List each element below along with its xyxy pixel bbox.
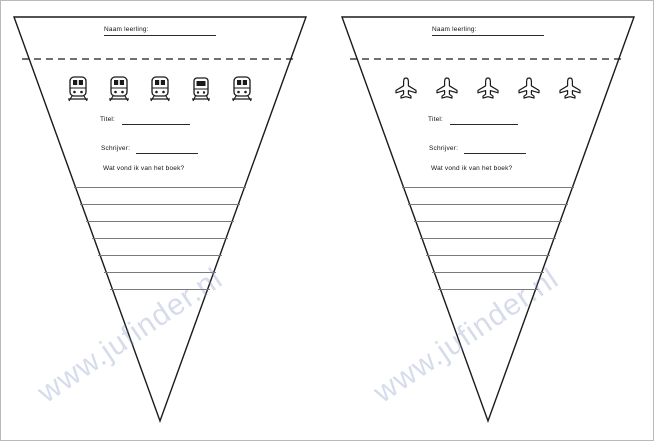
question-label: Wat vond ik van het boek? [103,165,185,172]
pennant-planes [340,15,636,425]
airplane-icon [390,73,422,105]
title-label: Titel: [428,116,444,123]
train-icon [62,73,94,105]
writing-line[interactable] [86,221,234,222]
pennant-trains [12,15,308,425]
writing-line[interactable] [438,289,538,290]
writing-line[interactable] [432,272,544,273]
train-icon [226,73,258,105]
writing-line[interactable] [414,221,562,222]
writing-line[interactable] [80,204,240,205]
airplane-icon [554,73,586,105]
airplane-icon [472,73,504,105]
writing-line[interactable] [104,272,216,273]
writing-line[interactable] [420,238,556,239]
name-label: Naam leerling: [104,26,149,33]
writing-line[interactable] [110,289,210,290]
author-label: Schrijver: [429,145,459,152]
icon-row-planes [340,73,636,105]
train-icon [144,73,176,105]
writing-line[interactable] [74,187,246,188]
title-input-rule[interactable] [450,124,518,125]
name-input-rule[interactable] [104,35,216,36]
icon-row-trains [12,73,308,105]
airplane-icon [431,73,463,105]
name-input-rule[interactable] [432,35,544,36]
train-icon [185,73,217,105]
watermark: www.jufinder.nl [367,261,565,410]
author-input-rule[interactable] [136,153,198,154]
author-label: Schrijver: [101,145,131,152]
writing-line[interactable] [98,255,222,256]
writing-line[interactable] [402,187,574,188]
writing-line[interactable] [92,238,228,239]
writing-line[interactable] [426,255,550,256]
watermark: www.jufinder.nl [31,261,229,410]
author-input-rule[interactable] [464,153,526,154]
airplane-icon [513,73,545,105]
name-label: Naam leerling: [432,26,477,33]
train-icon [103,73,135,105]
writing-line[interactable] [408,204,568,205]
question-label: Wat vond ik van het boek? [431,165,513,172]
title-label: Titel: [100,116,116,123]
title-input-rule[interactable] [122,124,190,125]
